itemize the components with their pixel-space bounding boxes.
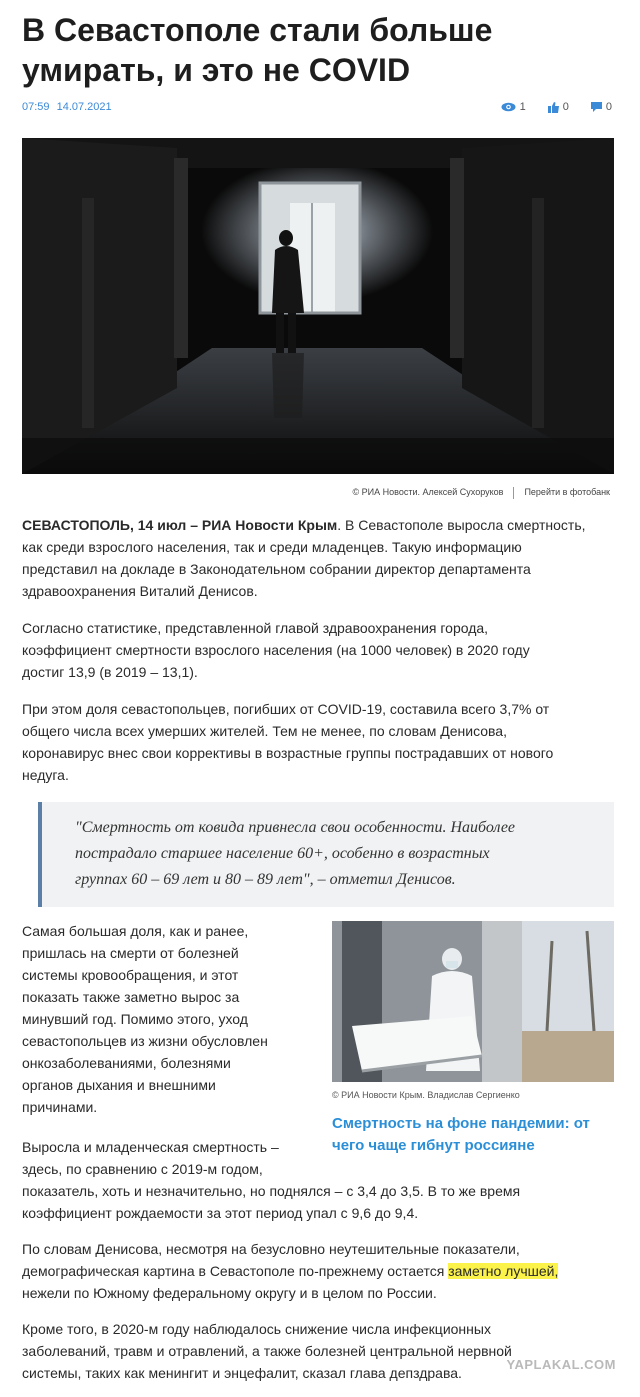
photo-caption xyxy=(353,487,610,499)
paragraph-line: системы кровообращения, и этот xyxy=(22,967,239,983)
publish-time: 07:59 xyxy=(22,101,50,113)
paragraph-line: онкозаболеваниями, болезнями xyxy=(22,1055,231,1071)
likes-stat[interactable] xyxy=(548,101,569,113)
paragraph-line: представил на докладе в Законодательном собрании директор департамента xyxy=(22,561,531,577)
related-link-line[interactable]: чего чаще гибнут россияне xyxy=(332,1137,535,1154)
paragraph-line: Согласно статистике, представленной главой здравоохранения города, xyxy=(22,620,489,636)
paragraph-line: пришлась на смерти от болезней xyxy=(22,945,239,961)
paragraph-4 xyxy=(22,920,322,1118)
paragraph-line: как среди взрослого населения, так и среди младенцев. Такую информацию xyxy=(22,539,522,555)
paragraph-3 xyxy=(22,698,617,786)
paragraph-line: здесь, по сравнению с 2019-м годом, xyxy=(22,1161,263,1177)
paragraph-7 xyxy=(22,1318,617,1384)
paragraph-line: СЕВАСТОПОЛЬ, 14 июл – РИА Новости Крым. В Севастополе выросла смертность, xyxy=(22,517,586,533)
eye-icon xyxy=(501,102,516,112)
likes-count: 0 xyxy=(562,101,569,113)
paragraph-line: показатель, хоть и незначительно, но поднялся – с 3,4 до 3,5. В то же время xyxy=(22,1183,521,1199)
paragraph-line: При этом доля севастопольцев, погибших от COVID-19, составила всего 3,7% от xyxy=(22,701,550,717)
paragraph-line: здравоохранения Виталий Денисов. xyxy=(22,583,258,599)
paragraph-line: нежели по Южному федеральному округу и в целом по России. xyxy=(22,1285,437,1301)
comments-count: 0 xyxy=(605,101,612,113)
main-photo-hospital-corridor[interactable] xyxy=(22,138,614,474)
paragraph-line: По словам Денисова, несмотря на безусловно неутешительные показатели, xyxy=(22,1241,520,1257)
paragraph-line: коронавирус внес свои коррективы в возрастные группы пострадавших от нового xyxy=(22,745,554,761)
quote-line: пострадало старшее население 60+, особенно в возрастных xyxy=(75,845,490,862)
related-link-line[interactable]: Смертность на фоне пандемии: от xyxy=(332,1115,590,1132)
paragraph-line: Самая большая доля, как и ранее, xyxy=(22,923,249,939)
paragraph-line: демографическая картина в Севастополе по-прежнему остается заметно лучшей, xyxy=(22,1263,559,1279)
views-count: 1 xyxy=(519,101,526,113)
photobank-link[interactable]: Перейти в фотобанк xyxy=(524,487,610,497)
paragraph-line: недуга. xyxy=(22,767,69,783)
paragraph-line: коэффициент смертности взрослого населения (на 1000 человек) в 2020 году xyxy=(22,642,530,658)
photo-credit: © РИА Новости. Алексей Сухоруков xyxy=(352,487,504,497)
like-icon xyxy=(548,102,559,113)
comment-icon xyxy=(591,102,602,113)
paragraph-line: минувший год. Помимо этого, уход xyxy=(22,1011,248,1027)
publish-date: 14.07.2021 xyxy=(56,101,112,113)
paragraph-line: системы, таких как менингит и энцефалит, сказал глава депздрава. xyxy=(22,1365,462,1381)
paragraph-line: достиг 13,9 (в 2019 – 13,1). xyxy=(22,664,198,680)
paragraph-line: общего числа всех умерших жителей. Тем не менее, по словам Денисова, xyxy=(22,723,507,739)
paragraph-line: органов дыхания и внешними xyxy=(22,1077,216,1093)
paragraph-6 xyxy=(22,1238,617,1304)
quote-line: группах 60 – 69 лет и 80 – 89 лет", – отметил Денисов. xyxy=(75,871,456,888)
related-photo-ambulance[interactable] xyxy=(332,921,614,1082)
paragraph-line: коэффициент рождаемости за этот период упал с 9,6 до 9,4. xyxy=(22,1205,419,1221)
paragraph-line: Выросла и младенческая смертность – xyxy=(22,1139,279,1155)
dateline: СЕВАСТОПОЛЬ, 14 июл – РИА Новости Крым xyxy=(22,517,338,533)
paragraph-5 xyxy=(22,1136,617,1224)
paragraph-line: причинами. xyxy=(22,1099,98,1115)
paragraph-line: заболеваний, травм и отравлений, а также болезней центральной нервной xyxy=(22,1343,512,1359)
article-stats xyxy=(501,101,612,113)
article-title: В Севастополе стали больше умирать, и это не COVID xyxy=(22,12,493,88)
paragraph-1 xyxy=(22,514,617,602)
related-photo-credit: © РИА Новости Крым. Владислав Сергиенко xyxy=(332,1090,520,1100)
paragraph-line: Кроме того, в 2020-м году наблюдалось снижение числа инфекционных xyxy=(22,1321,491,1337)
quote-block xyxy=(38,802,614,907)
paragraph-line: севастопольцев из жизни обусловлен xyxy=(22,1033,268,1049)
comments-stat[interactable] xyxy=(591,101,612,113)
article-meta xyxy=(22,101,116,113)
caption-divider xyxy=(513,487,514,499)
quote-line: "Смертность от ковида привнесла свои особенности. Наиболее xyxy=(75,819,516,836)
paragraph-2 xyxy=(22,617,617,683)
paragraph-line: показать также заметно вырос за xyxy=(22,989,240,1005)
site-watermark: YAPLAKAL.COM xyxy=(506,1357,616,1372)
highlighted-phrase: заметно лучшей, xyxy=(448,1263,559,1279)
views-stat xyxy=(501,101,526,113)
